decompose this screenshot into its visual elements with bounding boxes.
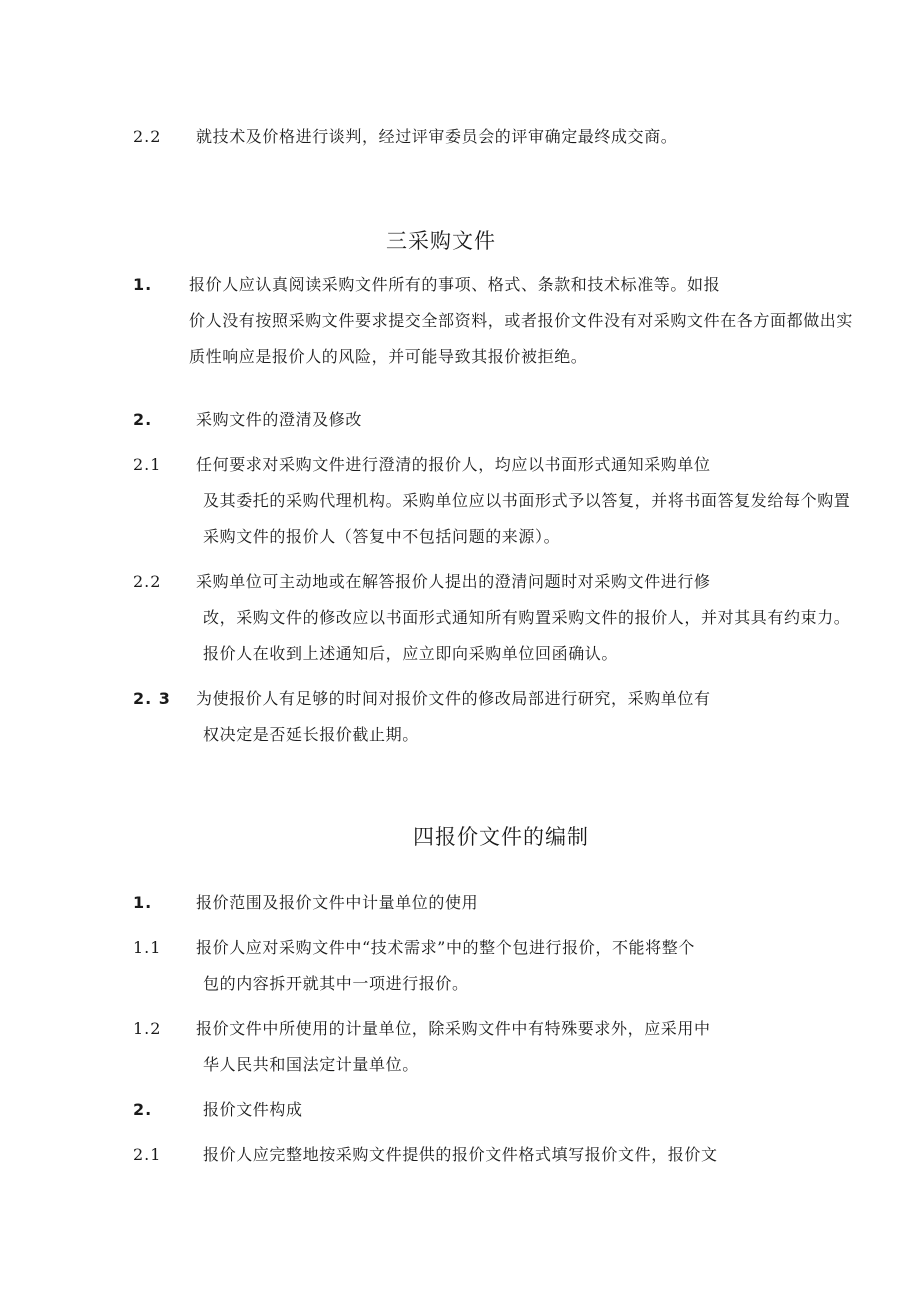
- paragraph-line: 报价文件构成: [203, 1100, 303, 1119]
- paragraph-line: 报价人应对采购文件中“技术需求”中的整个包进行报价，不能将整个: [196, 938, 695, 957]
- item-number: 2.1: [133, 1145, 162, 1164]
- item-number: 2.: [133, 1100, 153, 1119]
- paragraph-line: 采购单位可主动地或在解答报价人提出的澄清问题时对采购文件进行修: [196, 572, 711, 591]
- paragraph-line: 价人没有按照采购文件要求提交全部资料，或者报价文件没有对采购文件在各方面都做出实: [189, 311, 854, 330]
- paragraph-line: 就技术及价格进行谈判，经过评审委员会的评审确定最终成交商。: [196, 127, 678, 146]
- item-number: 1.: [133, 275, 153, 294]
- paragraph-line: 采购文件的澄清及修改: [196, 410, 363, 429]
- paragraph-line: 任何要求对采购文件进行澄清的报价人，均应以书面形式通知采购单位: [196, 455, 711, 474]
- section-heading: 三采购文件: [386, 229, 496, 253]
- paragraph-line: 改，采购文件的修改应以书面形式通知所有购置采购文件的报价人，并对其具有约束力。: [203, 608, 851, 627]
- paragraph-line: 华人民共和国法定计量单位。: [203, 1055, 419, 1074]
- section-heading: 四报价文件的编制: [413, 825, 589, 849]
- item-number: 1.: [133, 893, 153, 912]
- item-number: 1.1: [133, 938, 162, 957]
- paragraph-line: 为使报价人有足够的时间对报价文件的修改局部进行研究，采购单位有: [196, 689, 711, 708]
- paragraph-line: 报价文件中所使用的计量单位，除采购文件中有特殊要求外，应采用中: [196, 1019, 711, 1038]
- item-number: 2.: [133, 410, 153, 429]
- paragraph-line: 包的内容拆开就其中一项进行报价。: [203, 974, 469, 993]
- paragraph-line: 报价人应完整地按采购文件提供的报价文件格式填写报价文件，报价文: [203, 1145, 718, 1164]
- paragraph-line: 权决定是否延长报价截止期。: [203, 725, 419, 744]
- item-number: 1.2: [133, 1019, 162, 1038]
- paragraph-line: 报价人在收到上述通知后，应立即向采购单位回函确认。: [203, 644, 619, 663]
- paragraph-line: 采购文件的报价人（答复中不包括问题的来源）。: [203, 527, 561, 546]
- item-number: 2.2: [133, 572, 162, 591]
- paragraph-line: 报价范围及报价文件中计量单位的使用: [196, 893, 479, 912]
- paragraph-line: 报价人应认真阅读采购文件所有的事项、格式、条款和技术标准等。如报: [189, 275, 721, 294]
- item-number: 2.1: [133, 455, 162, 474]
- item-number: 2. 3: [133, 689, 171, 708]
- item-number: 2.2: [133, 127, 162, 146]
- paragraph-line: 及其委托的采购代理机构。采购单位应以书面形式予以答复，并将书面答复发给每个购置: [203, 491, 851, 510]
- paragraph-line: 质性响应是报价人的风险，并可能导致其报价被拒绝。: [189, 347, 588, 366]
